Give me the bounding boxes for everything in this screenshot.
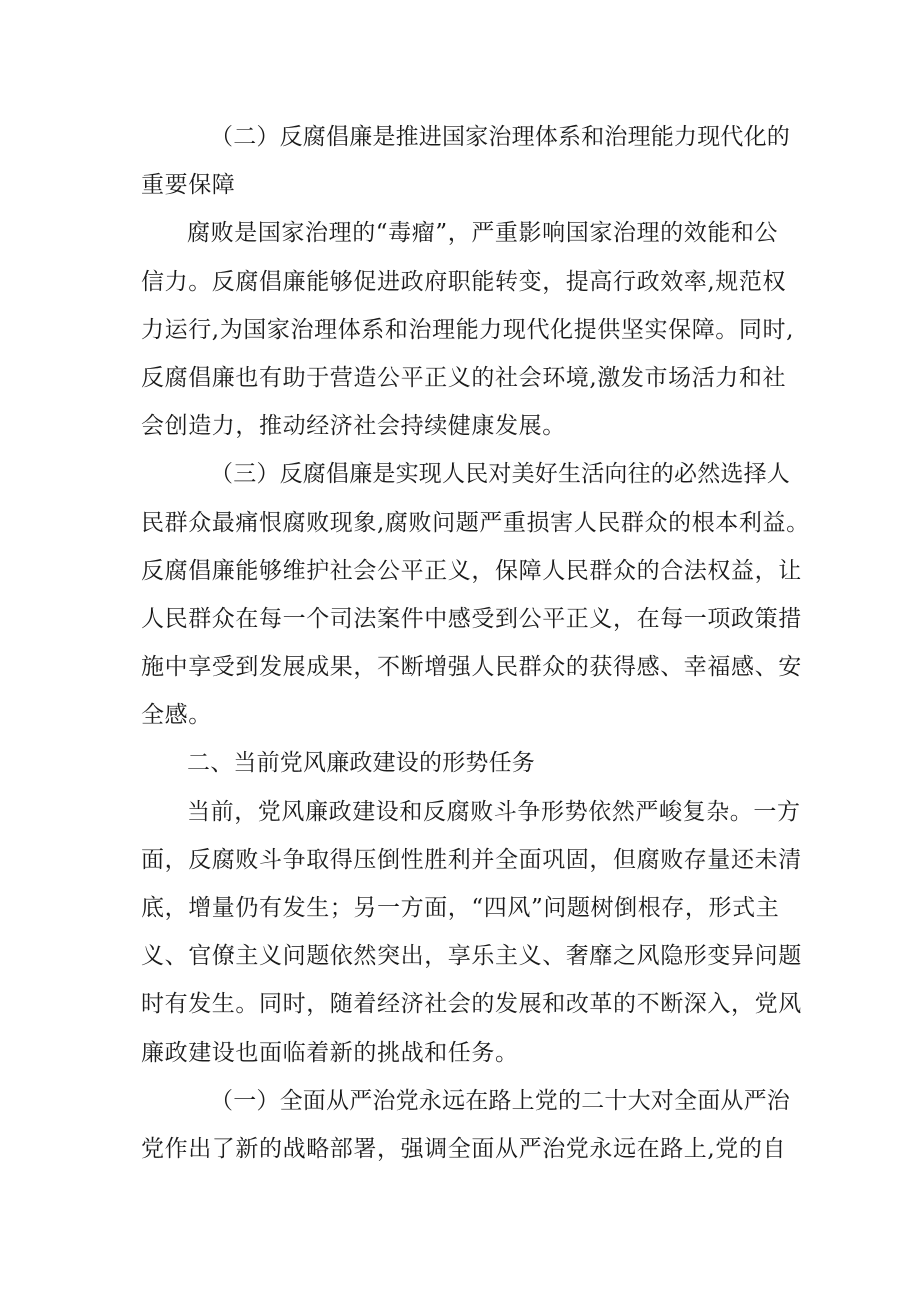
paragraph-line: 腐败是国家治理的“毒瘤”，严重影响国家治理的效能和公 [187, 220, 779, 247]
paragraph-line: 民群众最痛恨腐败现象,腐败问题严重损害人民群众的根本利益。 [141, 509, 810, 536]
paragraph-line: 廉政建设也面临着新的挑战和任务。 [141, 1039, 519, 1066]
chapter-heading: 二、当前党风廉政建设的形势任务 [187, 750, 535, 777]
paragraph-line: 当前，党风廉政建设和反腐败斗争形势依然严峻复杂。一方 [187, 798, 801, 825]
paragraph-line: 反腐倡廉也有助于营造公平正义的社会环境,激发市场活力和社 [141, 364, 787, 391]
paragraph-line: 施中享受到发展成果，不断增强人民群众的获得感、幸福感、安 [141, 654, 802, 681]
paragraph-line: 党作出了新的战略部署，强调全面从严治党永远在路上,党的自 [141, 1135, 787, 1162]
section-heading-2: （二）反腐倡廉是推进国家治理体系和治理能力现代化的 [210, 124, 790, 150]
paragraph-line: 力运行,为国家治理体系和治理能力现代化提供坚实保障。同时, [141, 316, 795, 343]
document-body [141, 113, 810, 1173]
paragraph-line: 会创造力，推动经济社会持续健康发展。 [141, 413, 566, 440]
paragraph-line: 义、官僚主义问题依然突出，享乐主义、奢靡之风隐形变异问题 [141, 943, 802, 970]
section-heading-1: （一）全面从严治党永远在路上党的二十大对全面从严治 [210, 1087, 790, 1114]
section-heading-3: （三）反腐倡廉是实现人民对美好生活向往的必然选择人 [210, 461, 790, 488]
paragraph-line: 底，增量仍有发生；另一方面，“四风”问题树倒根存，形式主 [141, 895, 780, 921]
paragraph-line: 面，反腐败斗争取得压倒性胜利并全面巩固，但腐败存量还未清 [141, 846, 802, 873]
paragraph-line: 信力。反腐倡廉能够促进政府职能转变，提高行政效率,规范权 [141, 268, 787, 295]
paragraph-line: 反腐倡廉能够维护社会公平正义，保障人民群众的合法权益，让 [141, 557, 802, 584]
paragraph-line: 人民群众在每一个司法案件中感受到公平正义，在每一项政策措 [141, 605, 802, 632]
section-heading-2-cont: 重要保障 [141, 172, 236, 199]
paragraph-line: 全感。 [141, 702, 212, 729]
paragraph-line: 时有发生。同时，随着经济社会的发展和改革的不断深入，党风 [141, 991, 802, 1018]
